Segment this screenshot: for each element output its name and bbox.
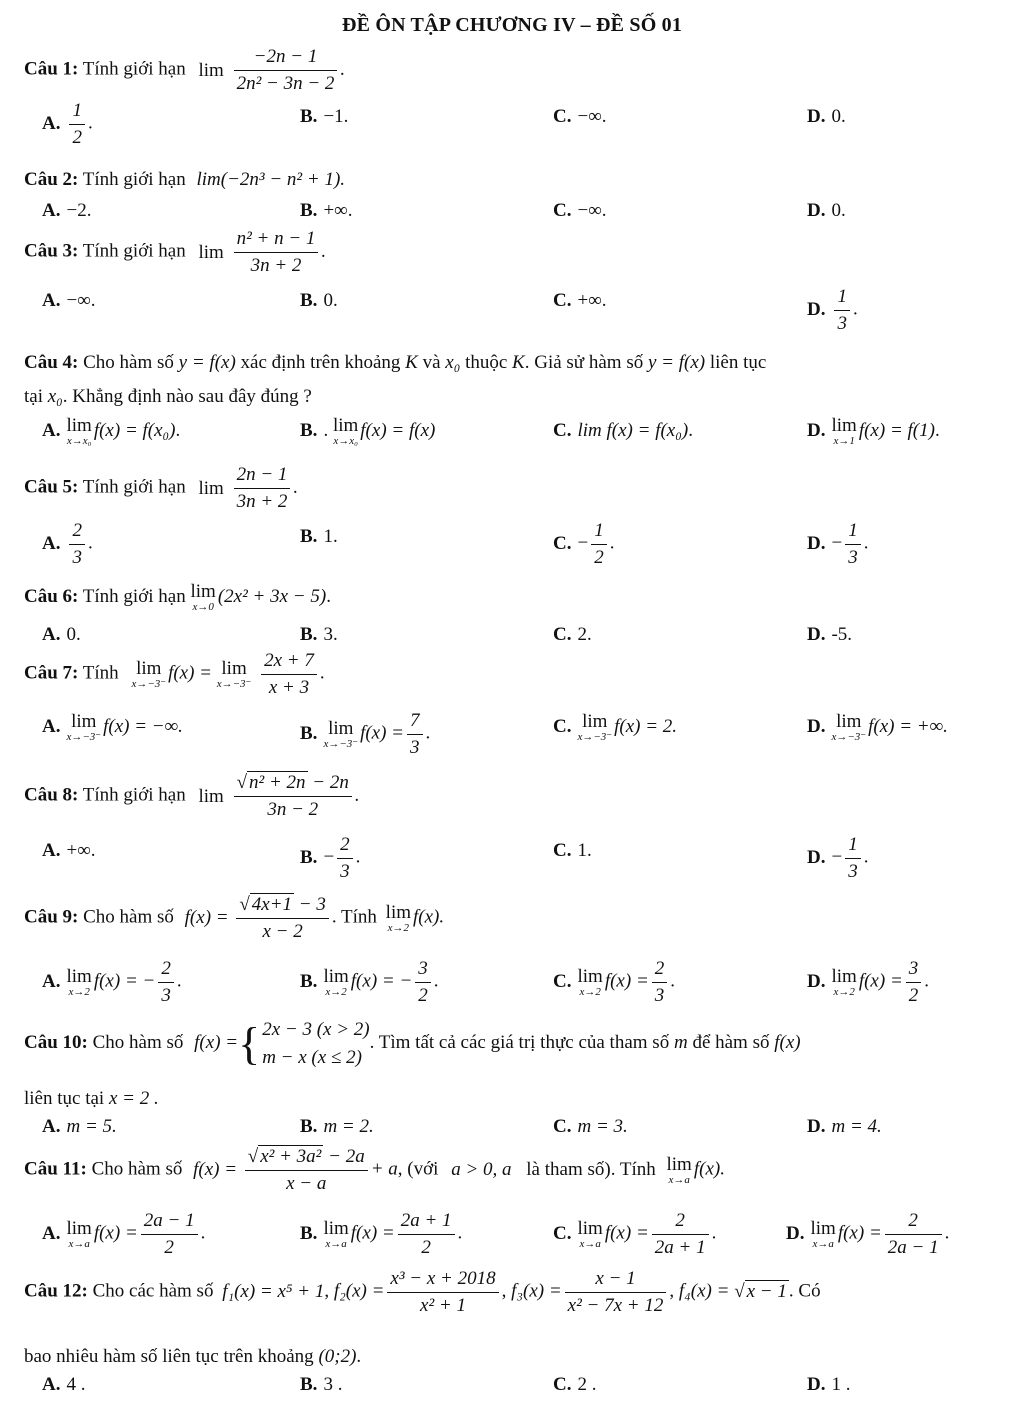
q1-option-a[interactable]: A. $\frac{1}{2}$ . [42, 100, 93, 148]
q7-option-b[interactable]: B. lim x→−3⁻ f(x) = $\frac{7}{3}$ . [300, 710, 431, 758]
question-11-stem: Câu 11: Cho hàm số f(x) = $\frac{\text{√ x² + 3a² − 2a}}{x - a}$ + a, (với a > 0, a là tham số). Tính lim x→a f(x). [24, 1146, 725, 1194]
q3-option-c[interactable]: C. +∞. [553, 290, 607, 311]
q11-option-a[interactable]: A. lim x→a f(x) = $\frac{2a - 1}{2}$ . [42, 1210, 206, 1258]
q1-option-c[interactable]: C. −∞. [553, 106, 607, 127]
q2-option-a[interactable]: A. −2. [42, 200, 92, 221]
question-8-stem: Câu 8: Tính giới hạn lim $\frac{\text{√ n² + 2n − 2n}}{3n - 2}$ . [24, 772, 360, 820]
q5-option-b[interactable]: B. 1. [300, 526, 338, 547]
q4-option-c[interactable]: C. lim f(x) = f(x₀). [553, 420, 693, 441]
q8-option-b[interactable]: B. − $\frac{2}{3}$ . [300, 834, 361, 882]
q8-option-a[interactable]: A. +∞. [42, 840, 96, 861]
q6-option-d[interactable]: D. -5. [807, 624, 853, 645]
question-12-stem: Câu 12: Cho các hàm số f₁(x) = x⁵ + 1, f₂(x) = $\frac{\text{x³ − x + 2018}}{\text{x² + 1}}$ , f₃(x) = $\frac{x - 1}{\text{x² − 7x + 12}}$ , f₄(x) = √ x − 1 . Có [24, 1268, 821, 1316]
q9-option-b[interactable]: B. lim x→2 f(x) = − $\frac{3}{2}$ . [300, 958, 439, 1006]
question-6-stem: Câu 6: Tính giới hạn lim x→0 (2x² + 3x − 5). [24, 581, 331, 613]
question-5-stem: Câu 5: Tính giới hạn lim $\frac{2n - 1}{3n + 2}$ . [24, 464, 299, 512]
q3-option-b[interactable]: B. 0. [300, 290, 338, 311]
q10-option-a[interactable]: A. m = 5. [42, 1116, 117, 1137]
q7-option-d[interactable]: D. lim x→−3⁻ f(x) = +∞. [807, 711, 948, 743]
q2-option-b[interactable]: B. +∞. [300, 200, 353, 221]
q3-option-a[interactable]: A. −∞. [42, 290, 96, 311]
q3-option-d[interactable]: D. $\frac{1}{3}$ . [807, 286, 858, 334]
q10-option-b[interactable]: B. m = 2. [300, 1116, 374, 1137]
question-4-stem: Câu 4: Cho hàm số y = f(x) xác định trên khoảng K và x₀ thuộc K. Giả sử hàm số y = f(x) liên tục [24, 352, 767, 373]
q6-option-b[interactable]: B. 3. [300, 624, 338, 645]
question-7-stem: Câu 7: Tính lim x→−3⁻ f(x) = lim x→−3⁻ $\frac{2x + 7}{x + 3}$ . [24, 650, 325, 698]
question-10-line2: liên tục tại x = 2 . [24, 1088, 159, 1109]
q9-option-d[interactable]: D. lim x→2 f(x) = $\frac{3}{2}$ . [807, 958, 930, 1006]
question-1-stem: Câu 1: Tính giới hạn lim $\frac{-2n - 1}{\text{2n² − 3n − 2}}$ . [24, 46, 346, 94]
q11-option-c[interactable]: C. lim x→a f(x) = $\frac{2}{2a + 1}$ . [553, 1210, 717, 1258]
q4-option-b[interactable]: B. . lim x→x₀ f(x) = f(x) [300, 415, 436, 447]
question-2-stem: Câu 2: Tính giới hạn lim(−2n³ − n² + 1). [24, 169, 346, 190]
question-4-line2: tại x₀. Khẳng định nào sau đây đúng ? [24, 386, 312, 407]
q7-option-a[interactable]: A. lim x→−3⁻ f(x) = −∞. [42, 711, 183, 743]
q9-option-a[interactable]: A. lim x→2 f(x) = − $\frac{2}{3}$ . [42, 958, 182, 1006]
q12-option-b[interactable]: B. 3 . [300, 1374, 343, 1395]
q2-option-c[interactable]: C. −∞. [553, 200, 607, 221]
q10-option-d[interactable]: D. m = 4. [807, 1116, 882, 1137]
q6-option-c[interactable]: C. 2. [553, 624, 592, 645]
q11-option-d[interactable]: D. lim x→a f(x) = $\frac{2}{2a - 1}$ . [786, 1210, 950, 1258]
q12-option-a[interactable]: A. 4 . [42, 1374, 86, 1395]
q1-option-d[interactable]: D. 0. [807, 106, 846, 127]
q8-option-d[interactable]: D. − $\frac{1}{3}$ . [807, 834, 869, 882]
q12-option-c[interactable]: C. 2 . [553, 1374, 597, 1395]
q2-option-d[interactable]: D. 0. [807, 200, 846, 221]
q10-option-c[interactable]: C. m = 3. [553, 1116, 628, 1137]
page-title: ĐỀ ÔN TẬP CHƯƠNG IV – ĐỀ SỐ 01 [341, 14, 683, 36]
question-10-stem: Câu 10: Cho hàm số f(x) ={ 2x − 3 (x > 2) m − x (x ≤ 2) . Tìm tất cả các giá trị thực của tham số m để hàm số f(x) [24, 1017, 801, 1069]
question-12-line2: bao nhiêu hàm số liên tục trên khoảng (0;2). [24, 1346, 362, 1367]
q5-option-c[interactable]: C. − $\frac{1}{2}$ . [553, 520, 615, 568]
q5-option-a[interactable]: A. $\frac{2}{3}$ . [42, 520, 93, 568]
question-9-stem: Câu 9: Cho hàm số f(x) = $\frac{√ 4x+1 - 3}{x - 2}$ . Tính lim x→2 f(x). [24, 894, 445, 942]
question-3-stem: Câu 3: Tính giới hạn lim $\frac{\text{n² + n − 1}}{3n + 2}$ . [24, 228, 327, 276]
q6-option-a[interactable]: A. 0. [42, 624, 81, 645]
q4-option-a[interactable]: A. lim x→x₀ f(x) = f(x₀). [42, 415, 181, 447]
q8-option-c[interactable]: C. 1. [553, 840, 592, 861]
q12-option-d[interactable]: D. 1 . [807, 1374, 851, 1395]
q7-option-c[interactable]: C. lim x→−3⁻ f(x) = 2. [553, 711, 678, 743]
question-label: Câu 1: [24, 58, 79, 80]
q11-option-b[interactable]: B. lim x→a f(x) = $\frac{2a + 1}{2}$ . [300, 1210, 463, 1258]
q1-option-b[interactable]: B. −1. [300, 106, 349, 127]
q5-option-d[interactable]: D. − $\frac{1}{3}$ . [807, 520, 869, 568]
q9-option-c[interactable]: C. lim x→2 f(x) = $\frac{2}{3}$ . [553, 958, 676, 1006]
q4-option-d[interactable]: D. lim x→1 f(x) = f(1). [807, 415, 940, 447]
